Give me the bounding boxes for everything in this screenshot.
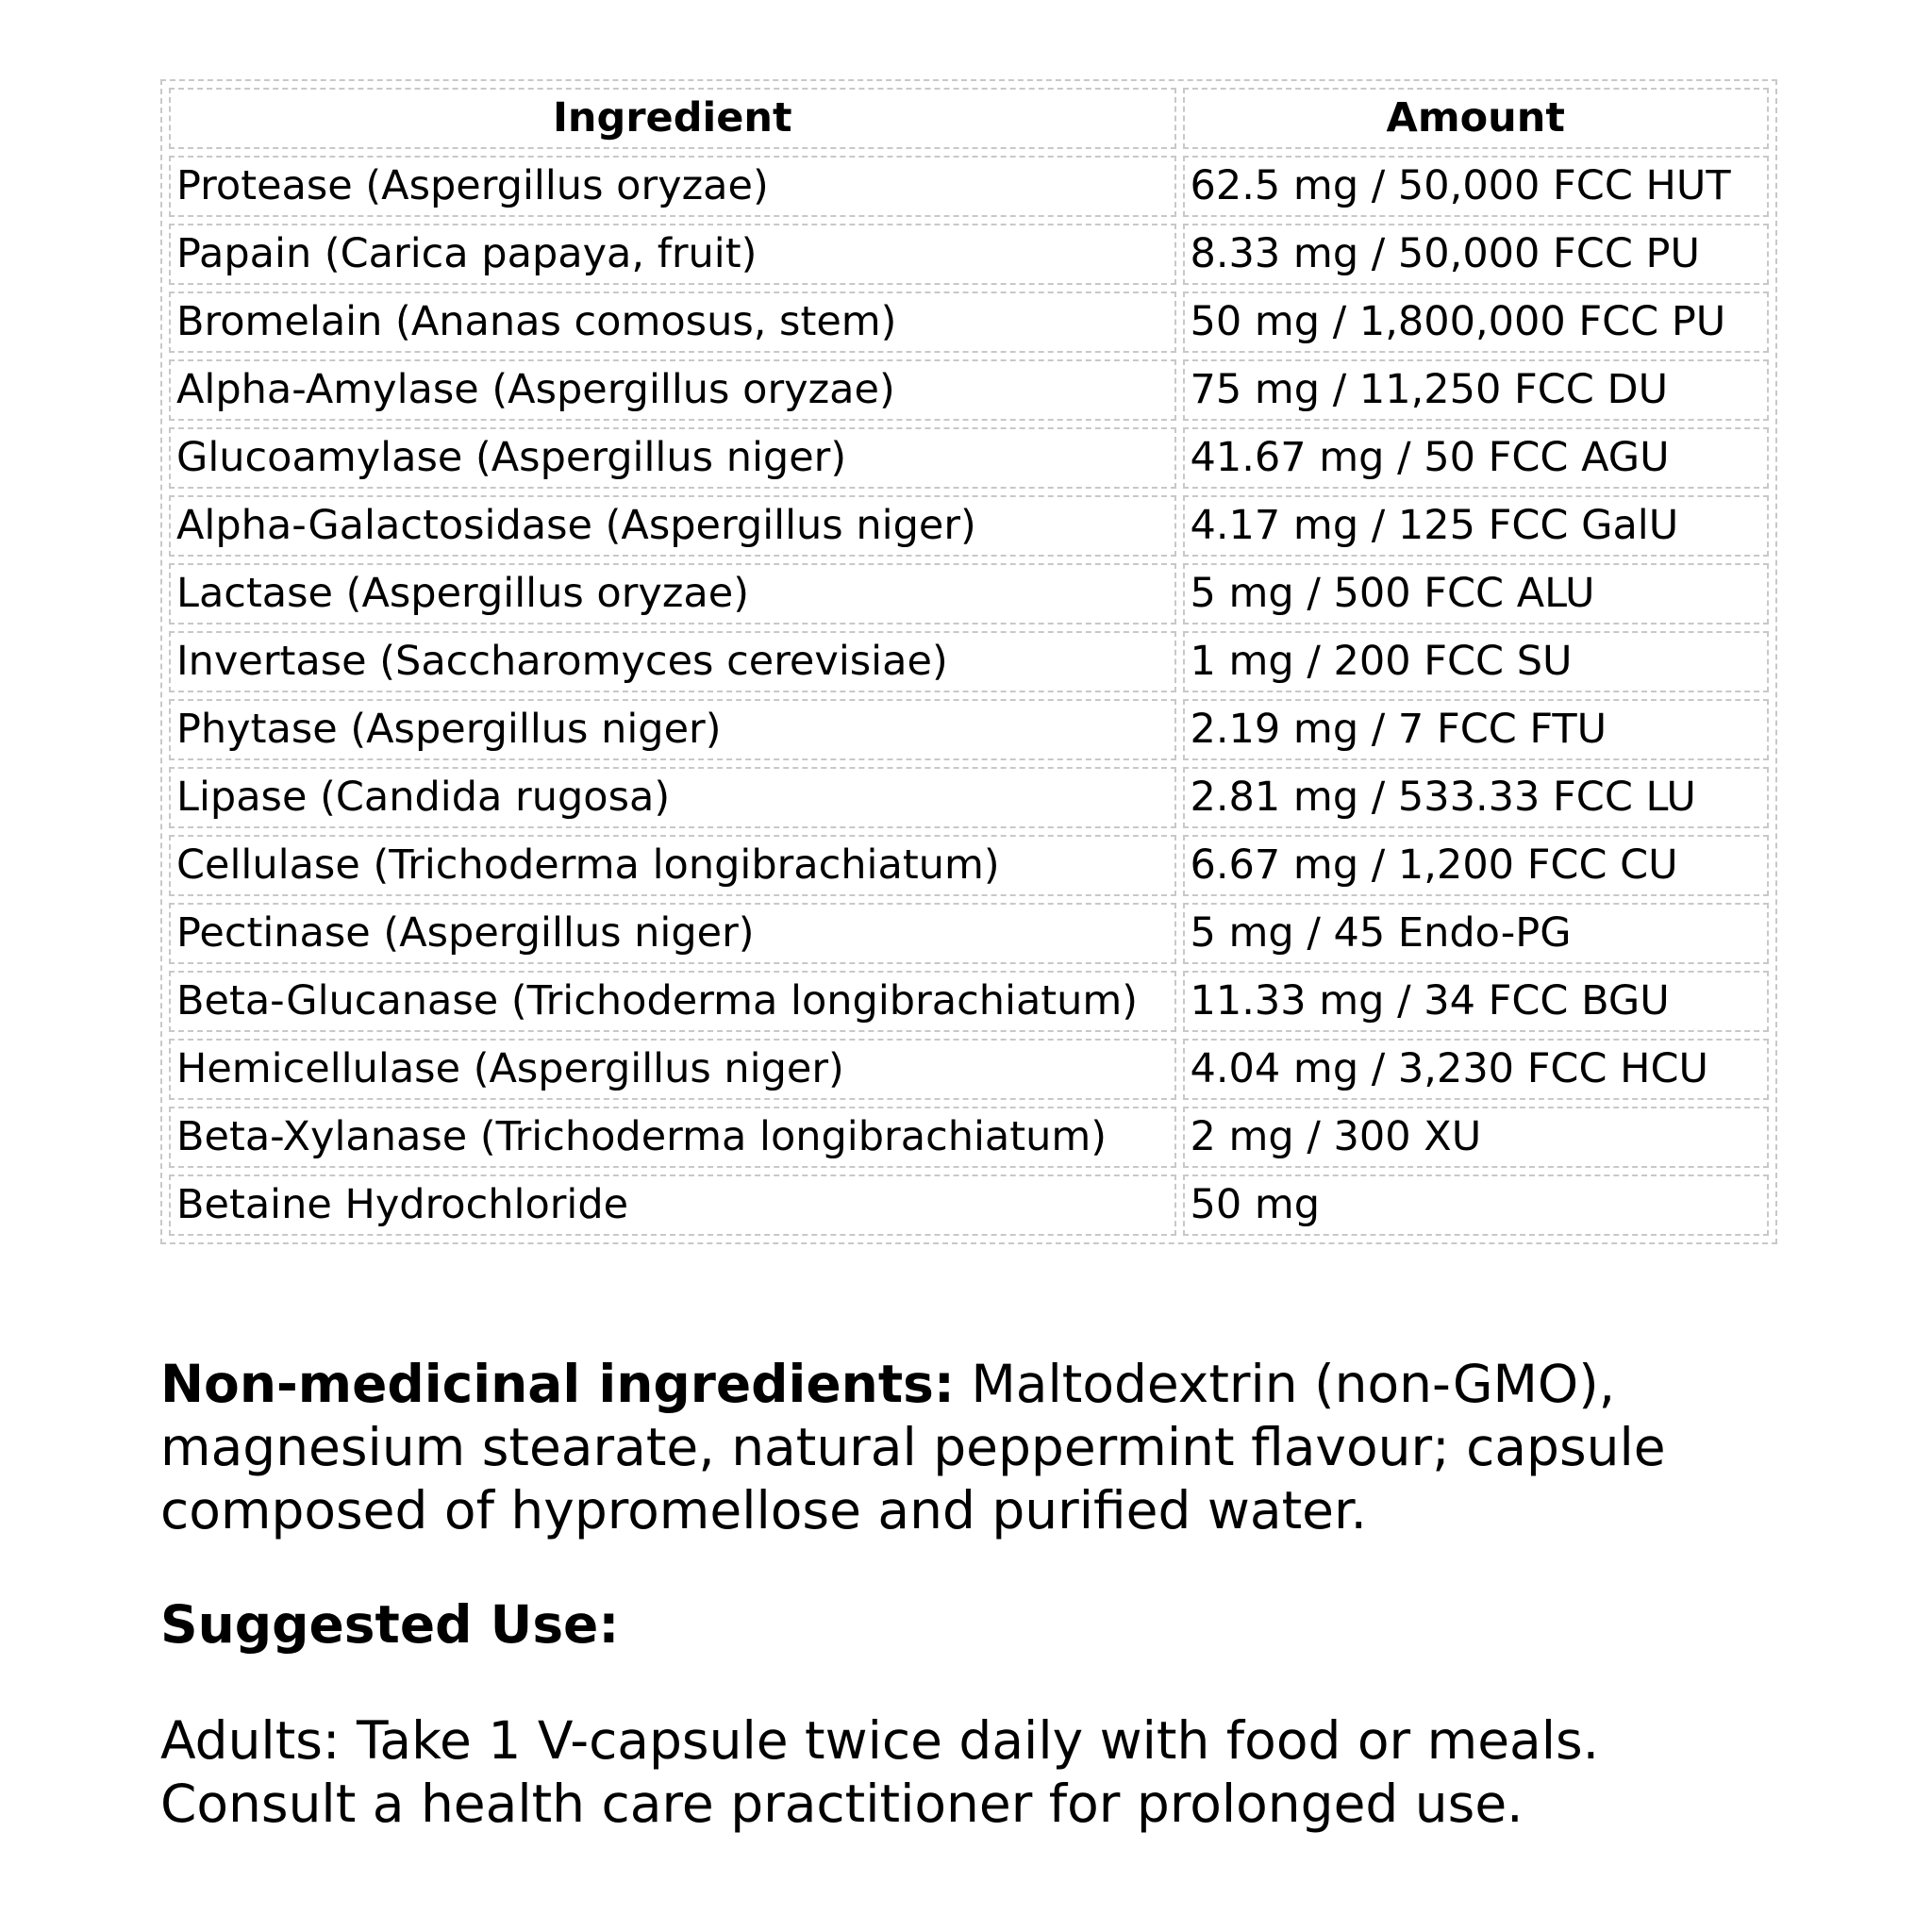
ingredient-cell: Beta-Glucanase (Trichoderma longibrachiatum) [169, 971, 1176, 1032]
suggested-use-heading: Suggested Use: [160, 1594, 620, 1655]
table-row [169, 563, 1769, 625]
table-row [169, 1039, 1769, 1100]
amount-cell: 2 mg / 300 XU [1183, 1107, 1769, 1168]
amount-cell: 11.33 mg / 34 FCC BGU [1183, 971, 1769, 1032]
table-row [169, 495, 1769, 557]
table-row [169, 903, 1769, 964]
table-row [169, 156, 1769, 217]
non-medicinal-label: Non-medicinal ingredients: [160, 1354, 955, 1414]
ingredient-cell: Cellulase (Trichoderma longibrachiatum) [169, 835, 1176, 896]
table-row [169, 631, 1769, 692]
ingredient-cell: Lactase (Aspergillus oryzae) [169, 563, 1176, 625]
amount-cell: 62.5 mg / 50,000 FCC HUT [1183, 156, 1769, 217]
table-row [169, 835, 1769, 896]
amount-cell: 1 mg / 200 FCC SU [1183, 631, 1769, 692]
amount-cell: 2.19 mg / 7 FCC FTU [1183, 699, 1769, 760]
ingredient-cell: Invertase (Saccharomyces cerevisiae) [169, 631, 1176, 692]
amount-cell: 4.04 mg / 3,230 FCC HCU [1183, 1039, 1769, 1100]
ingredient-cell: Pectinase (Aspergillus niger) [169, 903, 1176, 964]
suggested-use-line: Adults: Take 1 V-capsule twice daily with food or meals. [160, 1710, 1600, 1771]
table-row [169, 291, 1769, 353]
table-row [169, 767, 1769, 828]
table-row [169, 971, 1769, 1032]
ingredient-cell: Phytase (Aspergillus niger) [169, 699, 1176, 760]
amount-cell: 6.67 mg / 1,200 FCC CU [1183, 835, 1769, 896]
header-ingredient: Ingredient [169, 88, 1176, 149]
ingredient-cell: Glucoamylase (Aspergillus niger) [169, 427, 1176, 489]
ingredient-cell: Hemicellulase (Aspergillus niger) [169, 1039, 1176, 1100]
ingredient-cell: Protease (Aspergillus oryzae) [169, 156, 1176, 217]
suggested-use-text [160, 1709, 1777, 1836]
table-row [169, 1107, 1769, 1168]
table-row [169, 699, 1769, 760]
ingredient-cell: Papain (Carica papaya, fruit) [169, 224, 1176, 285]
table-row [169, 359, 1769, 421]
amount-cell: 2.81 mg / 533.33 FCC LU [1183, 767, 1769, 828]
table-row [169, 427, 1769, 489]
amount-cell: 4.17 mg / 125 FCC GalU [1183, 495, 1769, 557]
amount-cell: 75 mg / 11,250 FCC DU [1183, 359, 1769, 421]
amount-cell: 41.67 mg / 50 FCC AGU [1183, 427, 1769, 489]
ingredient-cell: Alpha-Galactosidase (Aspergillus niger) [169, 495, 1176, 557]
ingredient-cell: Lipase (Candida rugosa) [169, 767, 1176, 828]
table-body [169, 156, 1769, 1236]
amount-cell: 5 mg / 45 Endo-PG [1183, 903, 1769, 964]
amount-cell: 8.33 mg / 50,000 FCC PU [1183, 224, 1769, 285]
header-amount: Amount [1183, 88, 1769, 149]
amount-cell: 50 mg [1183, 1174, 1769, 1236]
amount-cell: 5 mg / 500 FCC ALU [1183, 563, 1769, 625]
table-row [169, 224, 1769, 285]
ingredient-cell: Beta-Xylanase (Trichoderma longibrachiatum) [169, 1107, 1176, 1168]
non-medicinal-text: Maltodextrin (non-GMO), magnesium stearate, natural peppermint flavour; capsule composed of hypromellose and purified water. [160, 1354, 1666, 1541]
non-medicinal-ingredients [160, 1353, 1777, 1542]
table-row [169, 1174, 1769, 1236]
page [160, 79, 1777, 1834]
table-header-row [169, 88, 1769, 149]
ingredient-cell: Alpha-Amylase (Aspergillus oryzae) [169, 359, 1176, 421]
ingredient-cell: Bromelain (Ananas comosus, stem) [169, 291, 1176, 353]
amount-cell: 50 mg / 1,800,000 FCC PU [1183, 291, 1769, 353]
ingredient-cell: Betaine Hydrochloride [169, 1174, 1176, 1236]
suggested-use-line: Consult a health care practitioner for prolonged use. [160, 1774, 1524, 1834]
ingredients-table [160, 79, 1777, 1244]
